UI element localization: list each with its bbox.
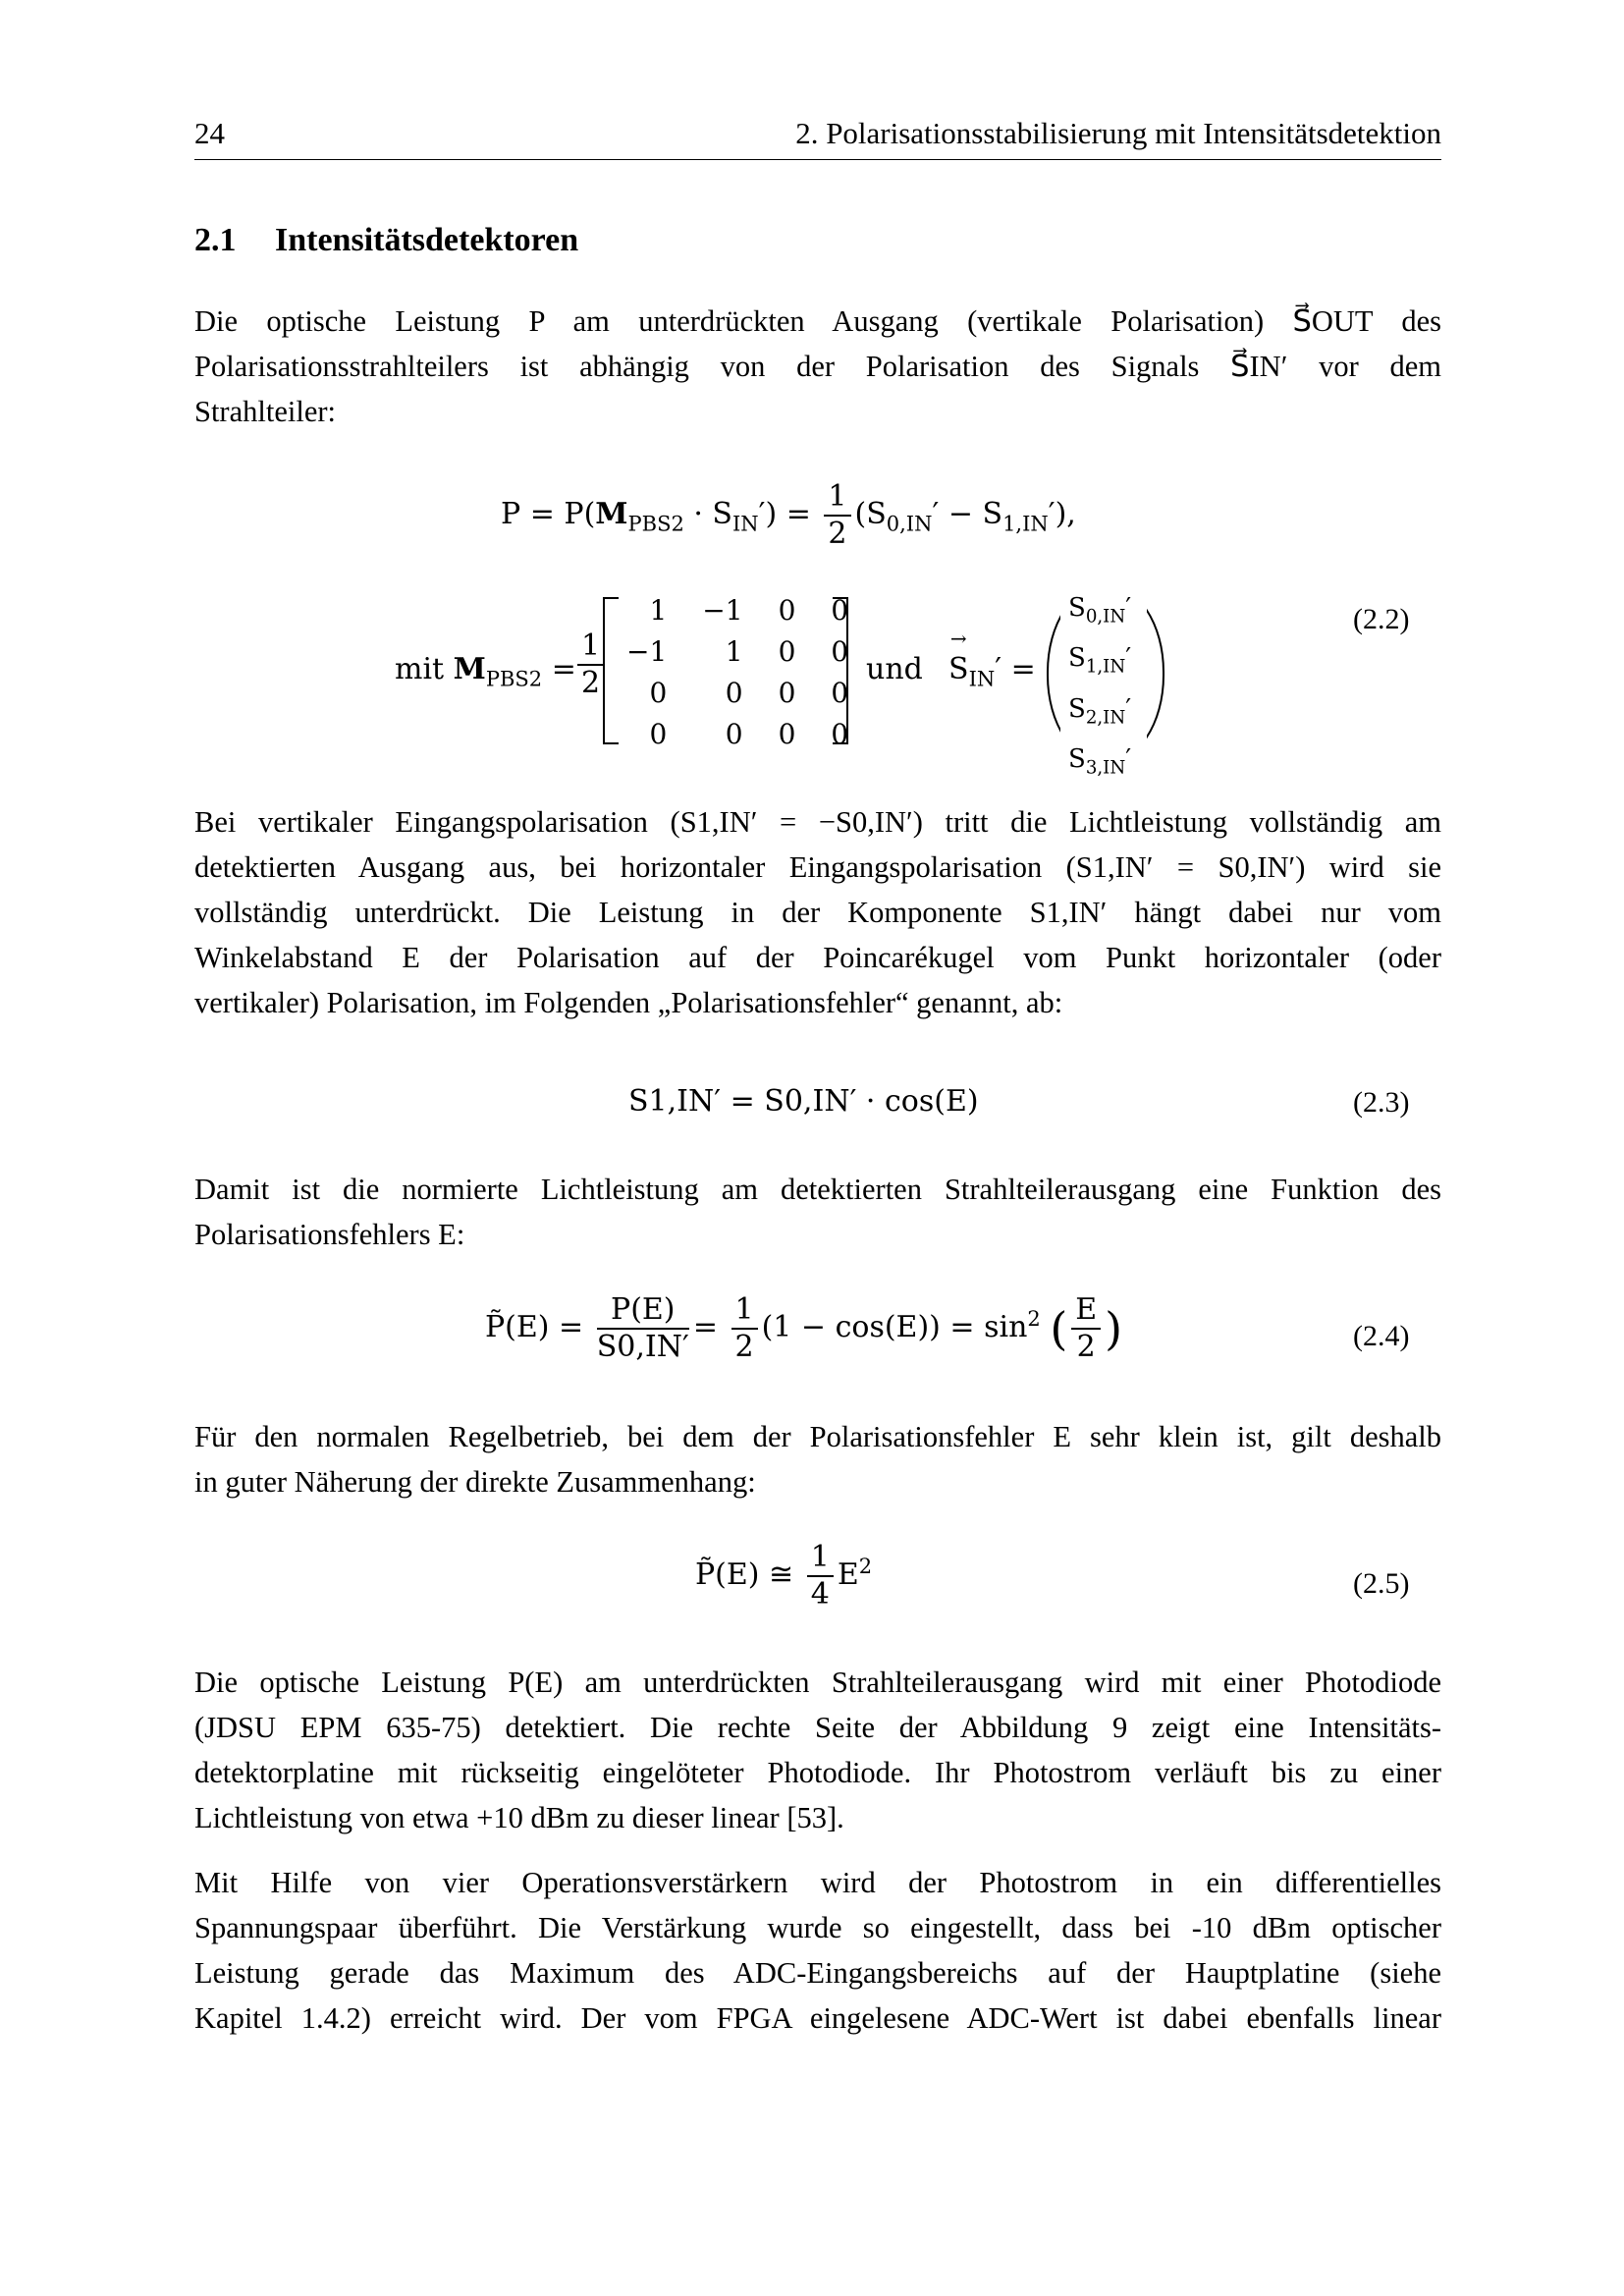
paragraph-line: Strahlteiler: xyxy=(194,395,336,428)
paragraph-1 xyxy=(194,299,1441,434)
paragraph-4 xyxy=(194,1414,1441,1504)
paragraph-line: Mit Hilfe von vier Operationsverstärkern wird der Photostrom in ein differentielles xyxy=(194,1866,1441,1899)
paragraph-line: Polarisationsfehlers E: xyxy=(194,1218,465,1251)
paragraph-line: Polarisationsstrahlteilers ist abhängig von der Polarisation des Signals S⃗IN′ vor dem xyxy=(194,350,1441,383)
equation-2-2-lhs: mit $M_{PBS2}$ = xyxy=(395,652,576,691)
paragraph-line: in guter Näherung der direkte Zusammenhang: xyxy=(194,1465,756,1499)
page-number: 24 xyxy=(194,116,225,150)
paragraph-line: Winkelabstand E der Polarisation auf der Poincarékugel vom Punkt horizontaler (oder xyxy=(194,941,1441,974)
paragraph-line: detektorplatine mit rückseitig eingelöteter Photodiode. Ihr Photostrom verläuft bis zu einer xyxy=(194,1756,1441,1789)
paragraph-line: Bei vertikaler Eingangspolarisation (S1,IN′ = −S0,IN′) tritt die Lichtleistung vollständig am xyxy=(194,805,1441,839)
chapter-title: 2. Polarisationsstabilisierung mit Intensitätsdetektion xyxy=(795,116,1441,150)
equation-2-4: P̃(E) = $\frac{P(E)}{S0,IN'}$ = $\frac{1}{2}$ $(1 - \cos(E)) = \sin^2$ ( $\frac{E}{2}$ ) xyxy=(485,1292,1123,1364)
equation-2-2-half: $\frac{1}{2}$ xyxy=(573,629,608,701)
equation-2-3: S1,IN′ = S0,IN′ · cos(E) xyxy=(628,1084,979,1119)
section-number: 2.1 xyxy=(194,222,237,258)
fraction: $\frac{1}{2}$ xyxy=(824,479,850,552)
equation-number-2-3: (2.3) xyxy=(1353,1086,1410,1119)
running-header xyxy=(194,110,1441,160)
paragraph-line: vollständig unterdrückt. Die Leistung in der Komponente S1,IN′ hängt dabei nur vom xyxy=(194,896,1441,929)
paragraph-5 xyxy=(194,1660,1441,1840)
section-title: Intensitätsdetektoren xyxy=(275,222,579,258)
paragraph-line: Für den normalen Regelbetrieb, bei dem der Polarisationsfehler E sehr klein ist, gilt deshalb xyxy=(194,1420,1441,1453)
paragraph-line: Leistung gerade das Maximum des ADC-Eingangsbereichs auf der Hauptplatine (siehe xyxy=(194,1956,1441,1990)
section-heading xyxy=(194,222,578,259)
paragraph-2 xyxy=(194,799,1441,1025)
equation-2-2-und: und xyxy=(866,652,923,686)
equation-2-1: $P = P(M_{PBS2} \cdot S_{IN}')$ = $\frac{1}{2}$ $(S_{0,IN}' - S_{1,IN}')$, xyxy=(501,479,1076,551)
equation-2-2-sin: → $S_{IN}'$ = xyxy=(948,652,1036,690)
paragraph-line: Spannungspaar überführt. Die Verstärkung wurde so eingestellt, dass bei -10 dBm optischer xyxy=(194,1911,1441,1944)
equation-number-2-5: (2.5) xyxy=(1353,1567,1410,1600)
paragraph-3 xyxy=(194,1167,1441,1257)
equation-number-2-4: (2.4) xyxy=(1353,1320,1410,1352)
paragraph-line: Die optische Leistung P(E) am unterdrückten Strahlteilerausgang wird mit einer Photodiode xyxy=(194,1666,1441,1699)
paragraph-line: detektierten Ausgang aus, bei horizontaler Eingangspolarisation (S1,IN′ = S0,IN′) wird sie xyxy=(194,850,1441,884)
equation-2-5: P̃(E) ≅ $\frac{1}{4}$ $E^2$ xyxy=(695,1540,873,1612)
paragraph-line: vertikaler) Polarisation, im Folgenden „Polarisationsfehler“ genannt, ab: xyxy=(194,986,1063,1019)
equation-number-2-2: (2.2) xyxy=(1353,603,1410,635)
matrix-right-bracket xyxy=(833,597,848,744)
paragraph-line: Die optische Leistung P am unterdrückten Ausgang (vertikale Polarisation) S⃗OUT des xyxy=(194,304,1441,338)
paragraph-6 xyxy=(194,1860,1441,2041)
matrix-mpbs2: 1 −1 0 0 −1 1 0 0 0 0 0 0 0 0 0 0 xyxy=(626,593,849,750)
paragraph-line: Lichtleistung von etwa +10 dBm zu dieser linear [53]. xyxy=(194,1801,844,1834)
paragraph-line: Kapitel 1.4.2) erreicht wird. Der vom FPGA eingelesene ADC-Wert ist dabei ebenfalls linear xyxy=(194,2001,1441,2035)
paragraph-line: (JDSU EPM 635-75) detektiert. Die rechte Seite der Abbildung 9 zeigt eine Intensitäts- xyxy=(194,1711,1441,1744)
input-stokes-vector: $S_{0,IN}'$ $S_{1,IN}'$ $S_{2,IN}'$ $S_{3,IN}'$ xyxy=(1068,593,1132,779)
paragraph-line: Damit ist die normierte Lichtleistung am detektierten Strahlteilerausgang eine Funktion des xyxy=(194,1173,1441,1206)
